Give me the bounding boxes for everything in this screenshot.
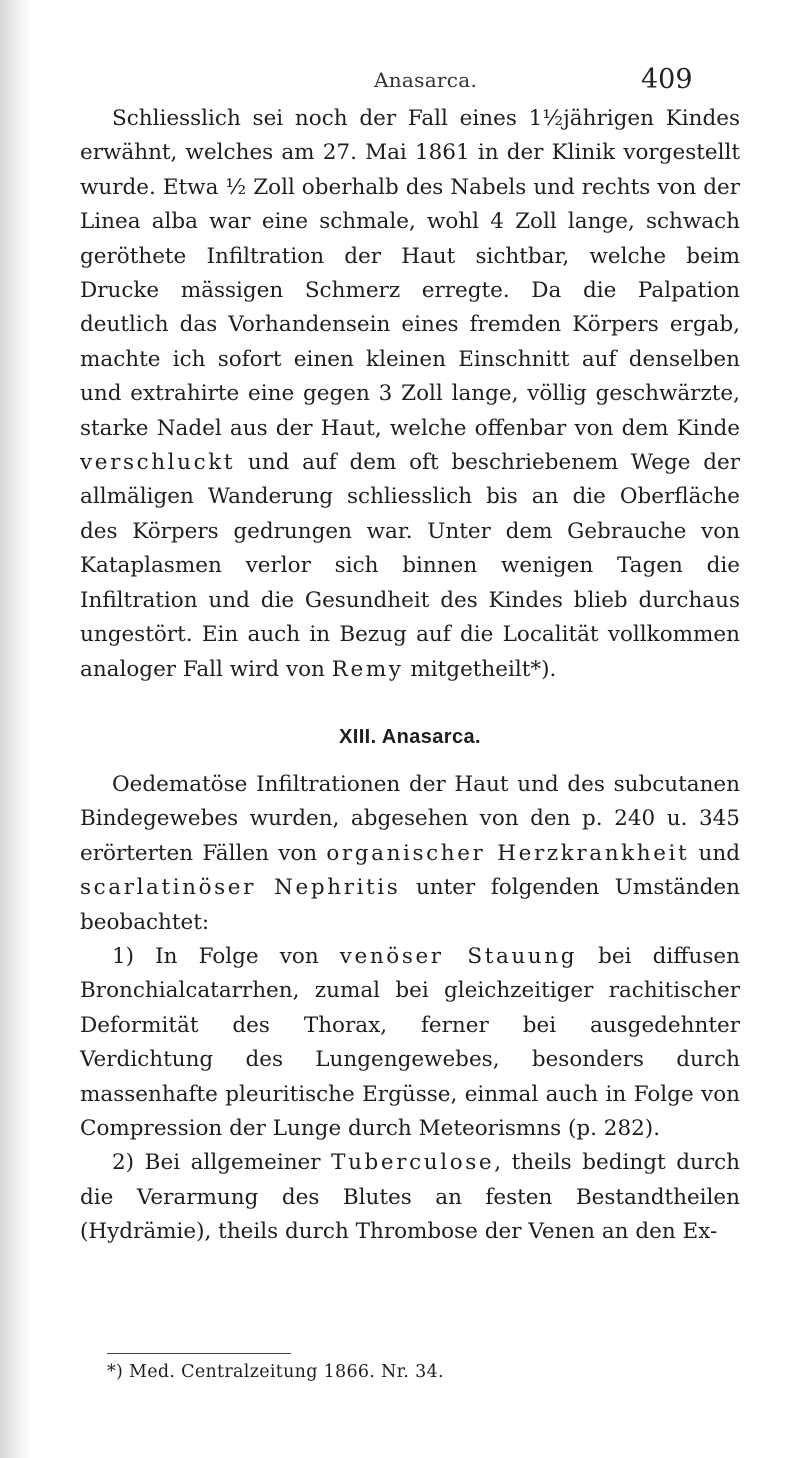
emphasized-term: venöser Stauung — [339, 943, 578, 969]
emphasized-term: Tuberculose — [331, 1150, 495, 1176]
list-item-tuberculosis — [80, 1146, 740, 1249]
running-title: Anasarca. — [374, 68, 478, 92]
paragraph-text: und — [689, 840, 740, 866]
author-name: Remy — [331, 656, 404, 682]
paragraph-text: bei diffusen Bronchialcatarrhen, zumal bei gleichzeitiger rachitischer Deformität des Thorax, ferner bei ausgedehnter Verdichtung des Lungengewebes, besonders durch massenhafte pleuritische Ergüsse, einmal auch in Folge von Compression der Lunge durch Meteorismns (p. 282). — [80, 943, 740, 1141]
paragraph-text: unter folgenden Umständen beobachtet: — [80, 875, 740, 935]
paragraph-swallowed-needle-case — [80, 102, 740, 687]
paragraph-text: Oedematöse Infiltrationen der Haut und des subcutanen Bindegewebes wurden, abgesehen von den p. 240 u. 345 erörterten Fällen von — [80, 771, 740, 866]
paragraph-text: 2) Bei allgemeiner — [112, 1150, 332, 1176]
emphasized-term: organischer Herzkrankheit — [326, 840, 690, 866]
paragraph-text: , theils bedingt durch die Verarmung des Blutes an festen Bestandtheilen (Hydrämie), theils durch Thrombose der Venen an den Ex- — [80, 1150, 740, 1245]
paragraph-anasarca-intro — [80, 768, 740, 940]
list-item-venous-congestion — [80, 940, 740, 1146]
emphasized-term: scarlatinöser Nephritis — [80, 875, 401, 901]
section-heading: XIII. Anasarca. — [339, 725, 481, 748]
footnote: *) Med. Centralzeitung 1866. Nr. 34. — [107, 1362, 444, 1382]
page-number: 409 — [641, 64, 693, 95]
paragraph-text: und auf dem oft beschriebenem Wege der allmäligen Wanderung schliesslich bis an die Oberfläche des Körpers gedrungen war. Unter dem Gebrauche von Kataplasmen verlor sich binnen wenigen Tagen die Infiltration und die Gesundheit des Kindes blieb durchaus ungestört. Ein auch in Bezug auf die Localität vollkommen analoger Fall wird von — [80, 450, 740, 682]
footnote-divider — [107, 1353, 291, 1354]
paragraph-text: Schliesslich sei noch der Fall eines 1½jährigen Kindes erwähnt, welches am 27. Mai 1861 in der Klinik vorgestellt wurde. Etwa ½ Zoll oberhalb des Nabels und rechts von der Linea alba war eine schmale, wohl 4 Zoll lange, schwach geröthete Infiltration der Haut sichtbar, welche beim Drucke mässigen Schmerz erregte. Da die Palpation deutlich das Vorhandensein eines fremden Körpers ergab, machte ich sofort einen kleinen Einschnitt auf denselben und extrahirte eine gegen 3 Zoll lange, völlig geschwärzte, starke Nadel aus der Haut, welche offenbar von dem Kinde — [80, 106, 740, 441]
paragraph-text: 1) In Folge von — [112, 943, 340, 969]
paragraph-text: mitgetheilt*). — [403, 656, 557, 682]
emphasized-word: verschluckt — [80, 450, 236, 476]
body-text — [80, 102, 740, 1250]
